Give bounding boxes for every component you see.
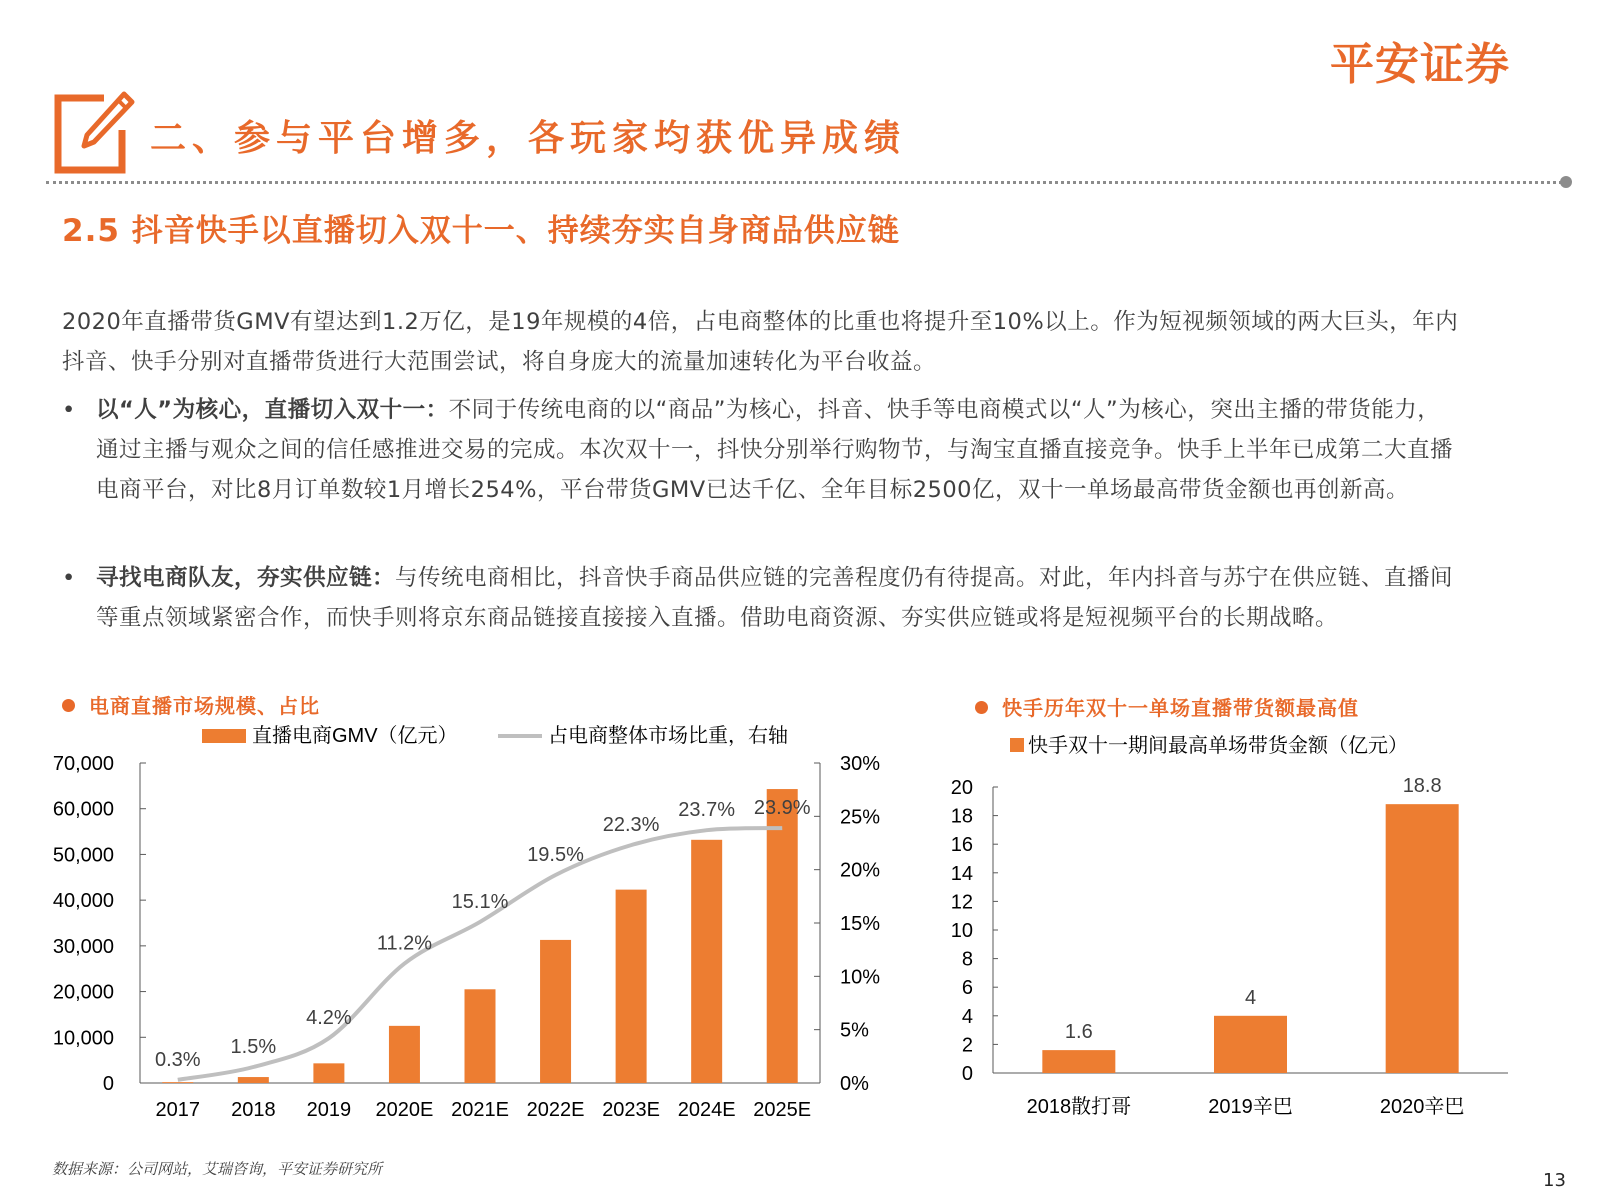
share-data-label: 4.2%	[306, 1007, 352, 1030]
chart2-title	[975, 692, 1359, 721]
y-right-tick-label: 25%	[840, 806, 881, 829]
share-data-label: 1.5%	[230, 1036, 277, 1058]
section-title: 二、参与平台增多，各玩家均获优异成绩	[150, 117, 907, 159]
company-logo: 平安证券	[1330, 39, 1510, 90]
kuaishou-bar-chart	[950, 735, 1560, 1140]
gmv-bar	[465, 989, 496, 1083]
x-tick-label: 2021E	[451, 1099, 509, 1121]
share-data-label: 23.7%	[678, 799, 736, 822]
legend-bar-swatch	[1010, 738, 1024, 752]
x-tick-label: 2018散打哥	[1026, 1096, 1132, 1118]
gmv-bar	[616, 890, 647, 1083]
x-tick-label: 2023E	[602, 1099, 661, 1121]
chart1-title	[62, 690, 320, 719]
share-data-label: 22.3%	[602, 814, 660, 837]
y-tick-label: 0	[961, 1063, 973, 1085]
gmv-combo-chart	[40, 725, 920, 1160]
bullet-text: 不同于传统电商的以“商品”为核心，抖音、快手等电商模式以“人”为核心，突出主播的带货能力，通过主播与观众之间的信任感推进交易的完成。本次双十一，抖快分别举行购物节，与淘宝直播直接竞争。快手上半年已成第二大直播电商平台，对比8月订单数较1月增长254%，平台带货GMV已达千亿、全年目标2500亿，双十一单场最高带货金额也再创新高。	[96, 397, 1454, 503]
x-tick-label: 2025E	[753, 1099, 812, 1121]
y-left-tick-label: 40,000	[52, 890, 114, 913]
x-tick-label: 2022E	[526, 1099, 585, 1121]
legend-label: 快手双十一期间最高单场带货金额（亿元）	[1028, 735, 1408, 757]
x-tick-label: 2020辛巴	[1379, 1096, 1465, 1118]
y-tick-label: 4	[961, 1005, 973, 1028]
y-tick-label: 12	[950, 891, 973, 914]
gmv-bar	[238, 1077, 269, 1083]
y-right-tick-label: 5%	[840, 1019, 869, 1042]
y-tick-label: 16	[950, 834, 973, 857]
max-sales-bar	[1386, 804, 1459, 1073]
bullet-lead: 寻找电商队友，夯实供应链：	[96, 565, 396, 591]
y-right-tick-label: 0%	[840, 1073, 869, 1095]
chart1-title-text: 电商直播市场规模、占比	[89, 694, 320, 718]
y-right-tick-label: 20%	[840, 859, 881, 882]
share-data-label: 23.9%	[753, 797, 811, 820]
share-data-label: 19.5%	[527, 844, 584, 866]
y-tick-label: 18	[950, 805, 973, 828]
y-left-tick-label: 70,000	[52, 753, 114, 775]
share-data-label: 15.1%	[451, 890, 509, 913]
legend-bar-swatch	[202, 729, 246, 743]
y-left-tick-label: 50,000	[52, 844, 114, 867]
bar-data-label: 4	[1244, 986, 1257, 1009]
gmv-bar	[540, 940, 571, 1083]
max-sales-bar	[1042, 1050, 1115, 1073]
edit-note-icon	[54, 90, 136, 174]
y-tick-label: 2	[961, 1034, 973, 1057]
y-left-tick-label: 10,000	[52, 1027, 114, 1050]
y-right-tick-label: 30%	[840, 753, 881, 775]
share-data-label: 11.2%	[376, 932, 433, 955]
bullet-item	[62, 558, 1462, 638]
bullet-dot-icon	[62, 699, 75, 712]
bullet-text: 与传统电商相比，抖音快手商品供应链的完善程度仍有待提高。对此，年内抖音与苏宁在供应链、直播间等重点领域紧密合作，而快手则将京东商品链接直接接入直播。借助电商资源、夯实供应链或将是短视频平台的长期战略。	[96, 565, 1454, 631]
y-left-tick-label: 20,000	[52, 981, 114, 1004]
gmv-bar	[313, 1063, 344, 1083]
x-tick-label: 2017	[155, 1099, 201, 1121]
bullet-item	[62, 390, 1462, 510]
legend-bar-label: 直播电商GMV（亿元）	[252, 725, 458, 747]
gmv-bar	[767, 789, 798, 1083]
share-data-label: 0.3%	[154, 1048, 201, 1071]
gmv-bar	[691, 840, 722, 1083]
y-tick-label: 10	[950, 920, 973, 942]
x-tick-label: 2019	[306, 1099, 352, 1121]
y-tick-label: 6	[961, 977, 973, 1000]
y-right-tick-label: 10%	[840, 966, 881, 989]
data-source: 数据来源：公司网站，艾瑞咨询，平安证券研究所	[52, 1160, 383, 1178]
y-right-tick-label: 15%	[840, 913, 881, 935]
x-tick-label: 2024E	[677, 1099, 736, 1121]
page-title: 2.5 抖音快手以直播切入双十一、持续夯实自身商品供应链	[62, 213, 900, 249]
y-tick-label: 8	[961, 948, 973, 971]
divider-end-dot	[1560, 176, 1572, 188]
divider	[46, 181, 1568, 184]
max-sales-bar	[1214, 1016, 1287, 1073]
intro-paragraph: 2020年直播带货GMV有望达到1.2万亿，是19年规模的4倍，占电商整体的比重也将提升至10%以上。作为短视频领域的两大巨头，年内抖音、快手分别对直播带货进行大范围尝试，将自身庞大的流量加速转化为平台收益。	[62, 309, 1459, 375]
y-left-tick-label: 0	[102, 1073, 114, 1095]
x-tick-label: 2019辛巴	[1208, 1096, 1293, 1118]
x-tick-label: 2020E	[375, 1099, 434, 1121]
x-tick-label: 2018	[231, 1099, 276, 1121]
bullet-dot-icon	[975, 701, 988, 714]
chart2-title-text: 快手历年双十一单场直播带货额最高值	[1002, 696, 1359, 720]
bullet-lead: 以“人”为核心，直播切入双十一：	[96, 397, 449, 423]
page-number: 13	[1543, 1170, 1566, 1191]
bar-data-label: 18.8	[1402, 775, 1442, 798]
bar-data-label: 1.6	[1064, 1021, 1093, 1044]
y-tick-label: 20	[950, 777, 973, 799]
legend-line-label: 占电商整体市场比重，右轴	[548, 725, 788, 747]
gmv-bar	[162, 1082, 193, 1083]
y-tick-label: 14	[950, 862, 973, 885]
gmv-bar	[389, 1026, 420, 1083]
y-left-tick-label: 30,000	[52, 935, 114, 958]
y-left-tick-label: 60,000	[52, 798, 114, 821]
